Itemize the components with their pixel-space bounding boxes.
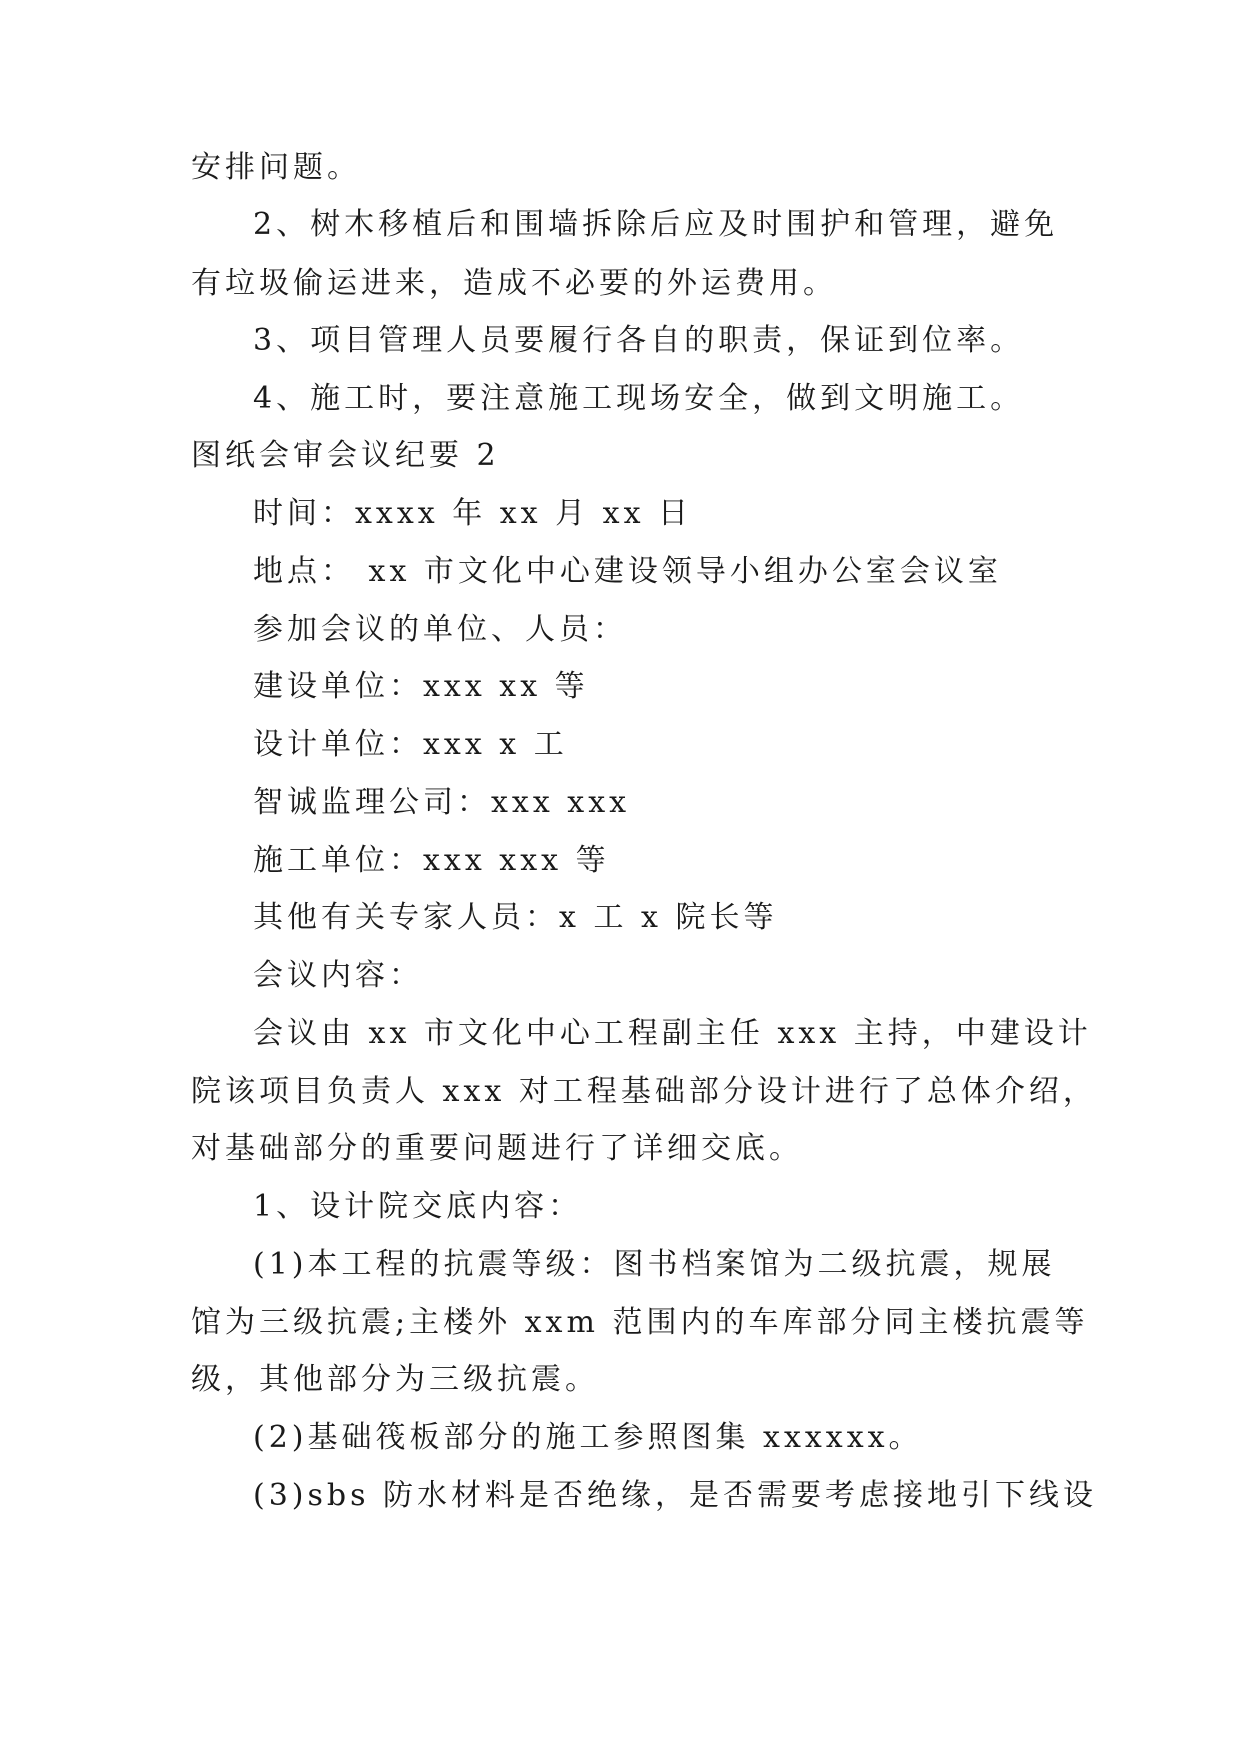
text-line: 馆为三级抗震;主楼外 xxm 范围内的车库部分同主楼抗震等 [191, 1305, 1089, 1340]
text-line: 会议由 xx 市文化中心工程副主任 xxx 主持，中建设计 [253, 1016, 1092, 1051]
text-line: 设计单位：xxx x 工 [253, 727, 568, 762]
text-line: (1)本工程的抗震等级：图书档案馆为二级抗震，规展 [253, 1247, 1056, 1282]
text-line: 其他有关专家人员：x 工 x 院长等 [253, 900, 778, 935]
text-line: 参加会议的单位、人员： [253, 612, 627, 647]
text-line: 有垃圾偷运进来，造成不必要的外运费用。 [191, 266, 837, 301]
text-line: 对基础部分的重要问题进行了详细交底。 [191, 1131, 803, 1166]
text-line: 建设单位：xxx xx 等 [253, 669, 589, 704]
text-line: 3、项目管理人员要履行各自的职责，保证到位率。 [253, 323, 1025, 358]
text-line: 地点： xx 市文化中心建设领导小组办公室会议室 [253, 554, 1002, 589]
text-line: 安排问题。 [191, 150, 361, 185]
section-heading: 图纸会审会议纪要 2 [191, 438, 500, 473]
text-line: 会议内容： [253, 958, 423, 993]
text-line: (2)基础筏板部分的施工参照图集 xxxxxx。 [253, 1420, 923, 1455]
text-line: 2、树木移植后和围墙拆除后应及时围护和管理，避免 [253, 207, 1059, 242]
text-line: 智诚监理公司：xxx xxx [253, 785, 631, 820]
text-line: 级，其他部分为三级抗震。 [191, 1362, 599, 1397]
text-line: 院该项目负责人 xxx 对工程基础部分设计进行了总体介绍， [191, 1074, 1097, 1109]
text-line: 4、施工时，要注意施工现场安全，做到文明施工。 [253, 381, 1025, 416]
text-line: (3)sbs 防水材料是否绝缘，是否需要考虑接地引下线设 [253, 1478, 1098, 1513]
text-line: 施工单位：xxx xxx 等 [253, 843, 610, 878]
text-line: 1、设计院交底内容： [253, 1189, 583, 1224]
text-line: 时间：xxxx 年 xx 月 xx 日 [253, 496, 693, 531]
